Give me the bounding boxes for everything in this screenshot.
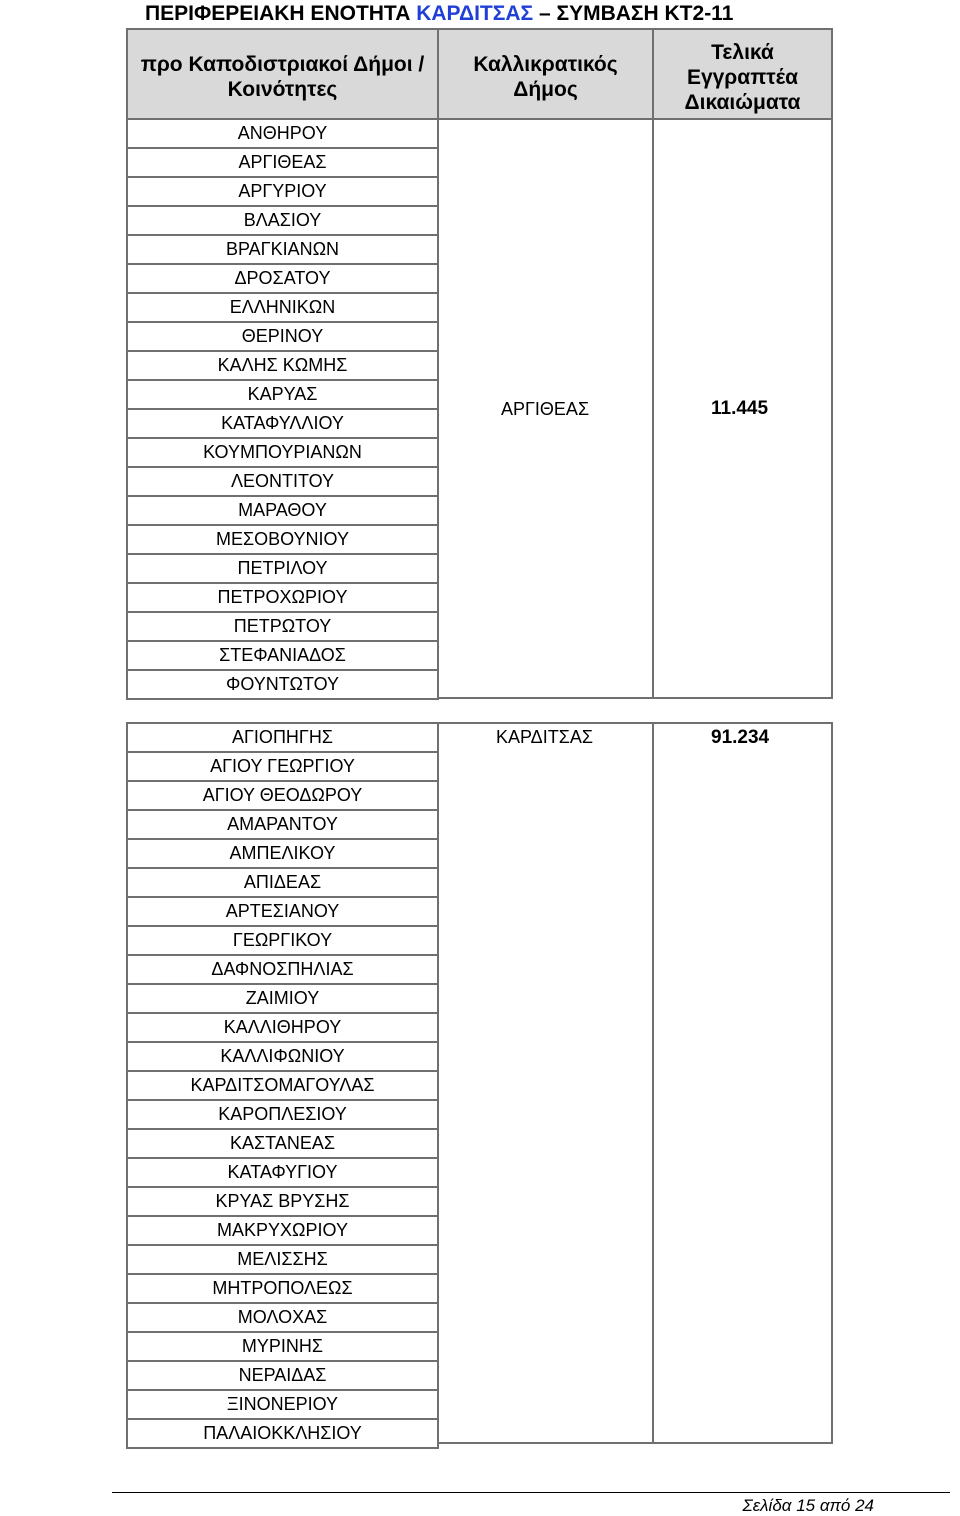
page-number: Σελίδα 15 από 24 — [742, 1496, 874, 1515]
title-region: ΚΑΡΔΙΤΣΑΣ — [416, 2, 534, 25]
rights-cell — [654, 120, 833, 699]
list-item: ΜΕΣΟΒΟΥΝΙΟΥ — [128, 526, 437, 555]
list-item: ΜΗΤΡΟΠΟΛΕΩΣ — [128, 1275, 437, 1304]
municipality-cell — [439, 722, 654, 1444]
list-item: ΚΑΛΗΣ ΚΩΜΗΣ — [128, 352, 437, 381]
list-item: ΒΡΑΓΚΙΑΝΩΝ — [128, 236, 437, 265]
list-item: ΚΑΤΑΦΥΛΛΙΟΥ — [128, 410, 437, 439]
title-contract: – ΣΥΜΒΑΣΗ ΚΤ2-11 — [538, 2, 734, 25]
list-item: ΠΕΤΡΩΤΟΥ — [128, 613, 437, 642]
list-item: ΑΜΑΡΑΝΤΟΥ — [128, 811, 437, 840]
list-item: ΑΡΓΙΘΕΑΣ — [128, 149, 437, 178]
list-item: ΘΕΡΙΝΟΥ — [128, 323, 437, 352]
list-item: ΑΓΙΟΥ ΓΕΩΡΓΙΟΥ — [128, 753, 437, 782]
list-item: ΚΑΡΟΠΛΕΣΙΟΥ — [128, 1101, 437, 1130]
rights-value: 11.445 — [711, 398, 769, 419]
list-item: ΣΤΕΦΑΝΙΑΔΟΣ — [128, 642, 437, 671]
list-item: ΚΑΛΛΙΦΩΝΙΟΥ — [128, 1043, 437, 1072]
list-item: ΚΑΡΥΑΣ — [128, 381, 437, 410]
header-municipality: Καλλικρατικός Δήμος — [439, 28, 654, 120]
rights-value: 91.234 — [711, 727, 770, 748]
municipality-name: ΑΡΓΙΘΕΑΣ — [501, 399, 590, 419]
list-item: ΕΛΛΗΝΙΚΩΝ — [128, 294, 437, 323]
list-item: ΑΓΙΟΠΗΓΗΣ — [128, 724, 437, 753]
list-item: ΠΕΤΡΟΧΩΡΙΟΥ — [128, 584, 437, 613]
list-item: ΑΡΓΥΡΙΟΥ — [128, 178, 437, 207]
list-item: ΞΙΝΟΝΕΡΙΟΥ — [128, 1391, 437, 1420]
municipality-cell — [439, 120, 654, 699]
group-argitheas — [126, 120, 833, 699]
list-item: ΑΜΠΕΛΙΚΟΥ — [128, 840, 437, 869]
table-header — [126, 28, 833, 120]
list-item: ΓΕΩΡΓΙΚΟΥ — [128, 927, 437, 956]
list-item: ΑΓΙΟΥ ΘΕΟΔΩΡΟΥ — [128, 782, 437, 811]
list-item: ΚΡΥΑΣ ΒΡΥΣΗΣ — [128, 1188, 437, 1217]
header-communities: προ Καποδιστριακοί Δήμοι / Κοινότητες — [126, 28, 439, 120]
list-item: ΔΡΟΣΑΤΟΥ — [128, 265, 437, 294]
list-item: ΑΝΘΗΡΟΥ — [128, 120, 437, 149]
list-item: ΛΕΟΝΤΙΤΟΥ — [128, 468, 437, 497]
list-item: ΜΥΡΙΝΗΣ — [128, 1333, 437, 1362]
title-prefix: ΠΕΡΙΦΕΡΕΙΑΚΗ ΕΝΟΤΗΤΑ — [145, 2, 411, 25]
list-item: ΜΕΛΙΣΣΗΣ — [128, 1246, 437, 1275]
municipality-name: ΚΑΡΔΙΤΣΑΣ — [496, 727, 593, 747]
header-rights: Τελικά Εγγραπτέα Δικαιώματα — [654, 28, 833, 120]
community-list — [126, 722, 439, 1449]
list-item: ΑΠΙΔΕΑΣ — [128, 869, 437, 898]
list-item: ΑΡΤΕΣΙΑΝΟΥ — [128, 898, 437, 927]
list-item: ΝΕΡΑΙΔΑΣ — [128, 1362, 437, 1391]
list-item: ΦΟΥΝΤΩΤΟΥ — [128, 671, 437, 700]
list-item: ΜΑΡΑΘΟΥ — [128, 497, 437, 526]
list-item: ΠΕΤΡΙΛΟΥ — [128, 555, 437, 584]
list-item: ΔΑΦΝΟΣΠΗΛΙΑΣ — [128, 956, 437, 985]
group-karditsas — [126, 722, 833, 1444]
list-item: ΠΑΛΑΙΟΚΚΛΗΣΙΟΥ — [128, 1420, 437, 1449]
rights-cell — [654, 722, 833, 1444]
list-item: ΜΟΛΟΧΑΣ — [128, 1304, 437, 1333]
list-item: ΖΑΙΜΙΟΥ — [128, 985, 437, 1014]
list-item: ΚΑΡΔΙΤΣΟΜΑΓΟΥΛΑΣ — [128, 1072, 437, 1101]
list-item: ΚΟΥΜΠΟΥΡΙΑΝΩΝ — [128, 439, 437, 468]
page-title — [145, 2, 733, 26]
list-item: ΒΛΑΣΙΟΥ — [128, 207, 437, 236]
list-item: ΜΑΚΡΥΧΩΡΙΟΥ — [128, 1217, 437, 1246]
list-item: ΚΑΤΑΦΥΓΙΟΥ — [128, 1159, 437, 1188]
list-item: ΚΑΣΤΑΝΕΑΣ — [128, 1130, 437, 1159]
list-item: ΚΑΛΛΙΘΗΡΟΥ — [128, 1014, 437, 1043]
community-list — [126, 120, 439, 700]
footer-divider — [112, 1492, 950, 1493]
